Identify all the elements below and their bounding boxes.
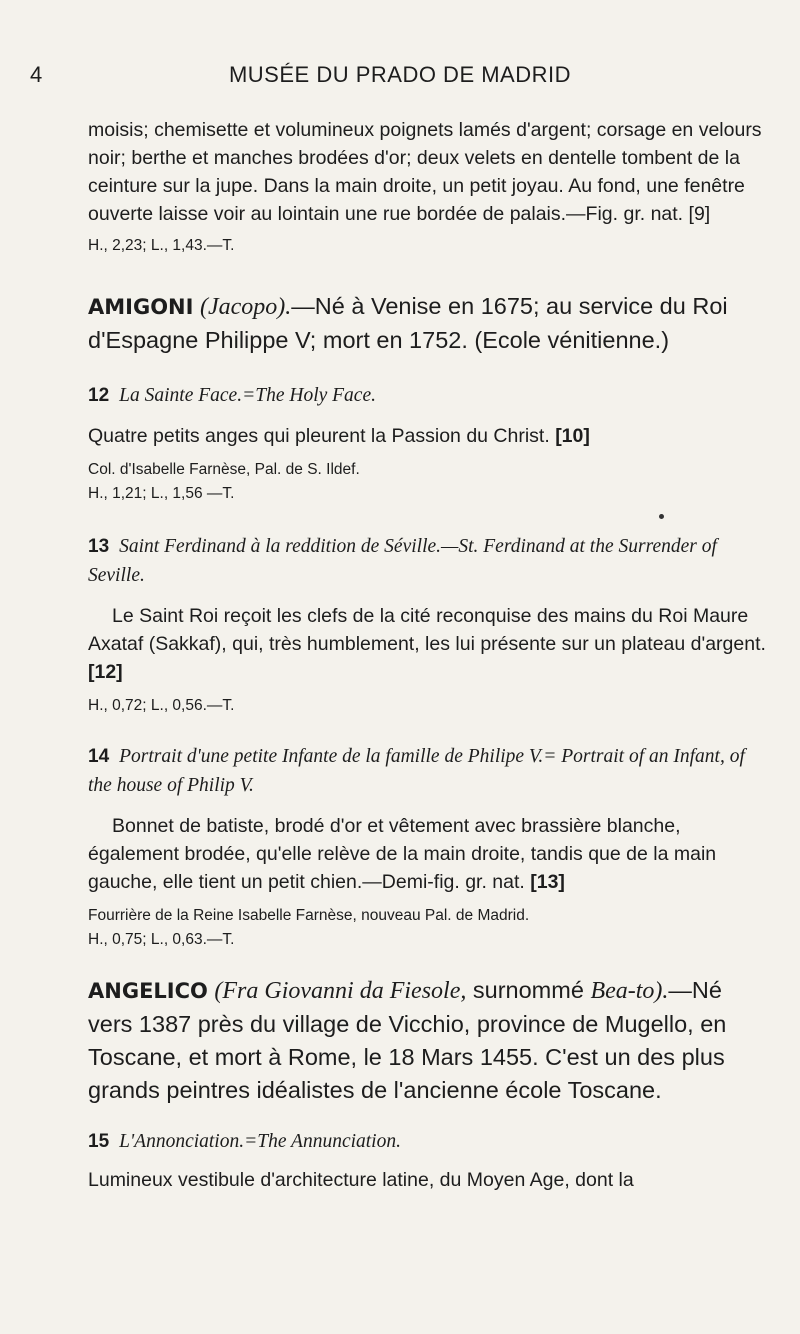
top-dimensions: H., 2,23; L., 1,43.—T. xyxy=(88,237,235,254)
artist-angelico xyxy=(88,974,768,1107)
work-title: La Sainte Face.=The Holy Face. xyxy=(119,385,376,406)
page-header xyxy=(30,62,770,92)
work-title: L'Annonciation.=The Annunciation. xyxy=(119,1131,401,1152)
artist-nickname-label: surnommé xyxy=(472,977,584,1003)
amigoni-heading xyxy=(88,290,768,357)
artist-name: ANGELICO xyxy=(88,979,208,1003)
work-ref: [10] xyxy=(555,425,590,447)
artist-name: AMIGONI xyxy=(88,295,194,319)
work-14-description: Bonnet de batiste, brodé d'or et vêtement avec brassière blanche, également brodée, qu'elle relève de la main droite, tandis que de la main gauche, elle tient un petit chien.—Demi-fig. gr. nat. [13] xyxy=(88,815,717,893)
work-ref: [13] xyxy=(530,871,565,893)
artist-bio: —Né à Venise en 1675; au service du Roi d'Espagne Philippe V; mort en 1752. (Ecole vénitienne.) xyxy=(88,293,728,353)
angelico-heading xyxy=(88,974,768,1107)
work-14-dimensions: H., 0,75; L., 0,63.—T. xyxy=(88,931,235,948)
artist-nickname: Bea-to). xyxy=(590,978,669,1004)
work-13-title-line xyxy=(88,532,768,590)
work-title: Saint Ferdinand à la reddition de Séville.—St. Ferdinand at the Surrender of Seville. xyxy=(88,536,717,586)
top-entry xyxy=(88,116,768,258)
work-15 xyxy=(88,1127,768,1194)
work-14 xyxy=(88,742,768,952)
bullet-mark xyxy=(659,514,664,519)
work-number: 13 xyxy=(88,536,110,557)
work-12-dimensions: H., 1,21; L., 1,56 —T. xyxy=(88,485,235,502)
work-12 xyxy=(88,381,768,506)
work-13-dimensions: H., 0,72; L., 0,56.—T. xyxy=(88,697,235,714)
running-title: MUSÉE DU PRADO DE MADRID xyxy=(228,62,572,87)
work-14-provenance: Fourrière de la Reine Isabelle Farnèse, nouveau Pal. de Madrid. xyxy=(88,907,530,924)
work-number: 12 xyxy=(88,385,110,406)
work-14-title-line xyxy=(88,742,768,800)
work-13 xyxy=(88,532,768,718)
top-description: moisis; chemisette et volumineux poignets lamés d'argent; corsage en velours noir; berthe et manches brodées d'or; deux velets en dentelle tombent de la ceinture sur la jupe. Dans la main droite, un petit joyau. Au fond, une fenêtre ouverte laisse voir au lointain une rue bordée de palais.—Fig. gr. nat. [9] xyxy=(88,119,762,225)
work-15-title-line xyxy=(88,1127,768,1156)
work-ref: [12] xyxy=(88,661,123,683)
work-15-description: Lumineux vestibule d'architecture latine, du Moyen Age, dont la xyxy=(88,1169,634,1191)
artist-first-name: (Jacopo). xyxy=(199,294,292,320)
work-number: 15 xyxy=(88,1131,110,1152)
artist-bio: —Né vers 1387 près du village de Vicchio, province de Mugello, en Toscane, et mort à Rome, le 18 Mars 1455. C'est un des plus grands peintres idéalistes de l'ancienne école Toscane. xyxy=(88,977,727,1103)
page-number: 4 xyxy=(30,62,43,87)
top-ref: [9] xyxy=(688,203,711,225)
work-12-description: Quatre petits anges qui pleurent la Passion du Christ. [10] xyxy=(88,425,590,447)
work-13-description: Le Saint Roi reçoit les clefs de la cité reconquise des mains du Roi Maure Axataf (Sakkaf), qui, très humblement, les lui présente sur un plateau d'argent. [12] xyxy=(88,605,766,683)
artist-first-name: (Fra Giovanni da Fiesole, xyxy=(214,978,467,1004)
work-12-provenance: Col. d'Isabelle Farnèse, Pal. de S. Ildef. xyxy=(88,461,360,478)
work-title: Portrait d'une petite Infante de la famille de Philipe V.= Portrait of an Infant, of the house of Philip V. xyxy=(88,746,745,796)
work-number: 14 xyxy=(88,746,110,767)
work-12-title-line xyxy=(88,381,768,410)
artist-amigoni xyxy=(88,290,768,357)
